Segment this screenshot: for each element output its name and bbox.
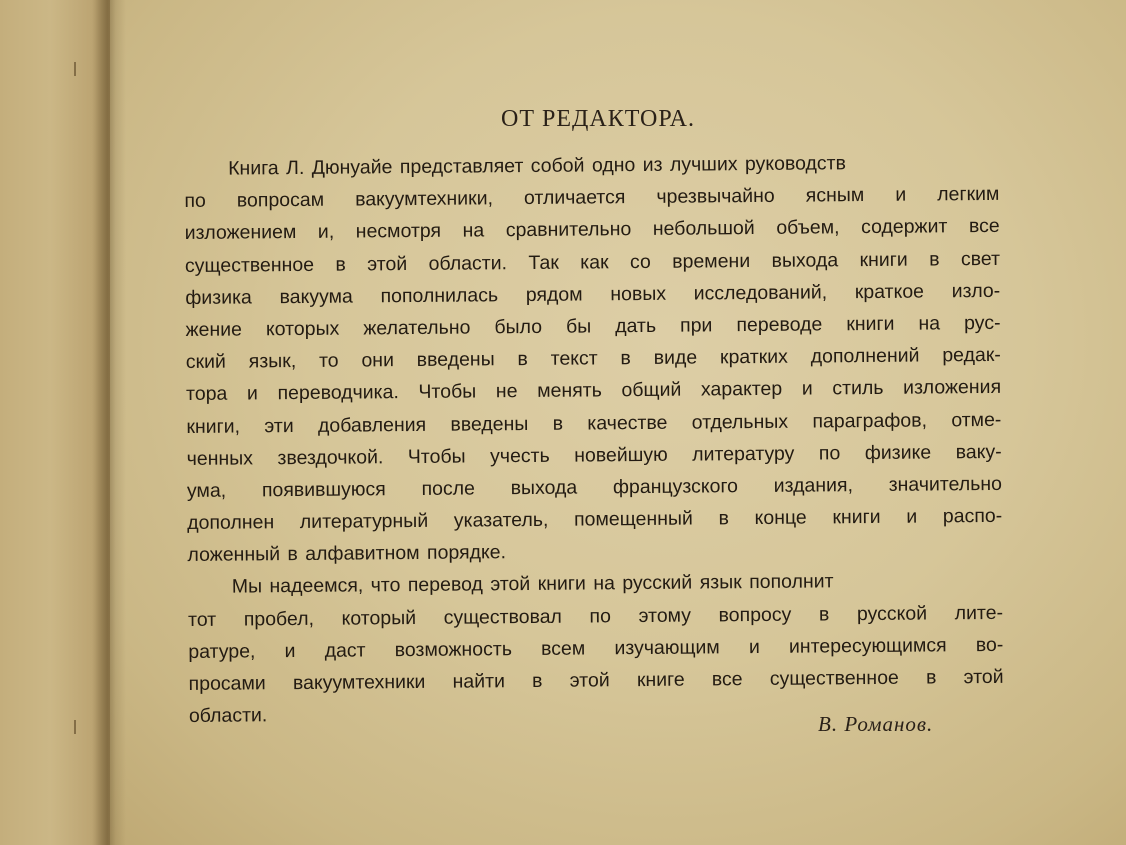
text-line: книги, эти добавления введены в качестве отдельных параграфов, отме- (186, 408, 1002, 438)
text-line: области. (188, 704, 268, 728)
text-line: ский язык, то они введены в текст в виде кратких дополнений редак- (185, 344, 1001, 374)
text-line: просами вакуумтехники найти в этой книге все существенное в этой (188, 665, 1004, 695)
text-line: Книга Л. Дюнуайе представляет собой одно из лучших руководств (228, 152, 847, 180)
text-line: изложением и, несмотря на сравнительно небольшой объем, содержит все (184, 215, 1000, 245)
binding-stitch (74, 62, 82, 76)
text-line: ума, появившуюся после выхода французского издания, значительно (186, 472, 1003, 502)
text-line: тот пробел, который существовал по этому вопросу в русской лите- (187, 601, 1004, 631)
text-line: ратуре, и даст возможность всем изучающим и интересующимся во- (188, 633, 1004, 663)
text-line: дополнен литературный указатель, помещенный в конце книги и распо- (187, 504, 1003, 535)
text-line: жение которых желательно было бы дать при переводе книги на рус- (185, 311, 1001, 341)
text-line: ченных звездочкой. Чтобы учесть новейшую литературу по физике ваку- (186, 440, 1002, 470)
text-line: по вопросам вакуумтехники, отличается чрезвычайно ясным и легким (184, 183, 1000, 213)
signature: В. Романов. (818, 712, 934, 736)
text-line: ложенный в алфавитном порядке. (187, 541, 507, 567)
page-title: ОТ РЕДАКТОРА. (501, 106, 695, 132)
text-line: Мы надеемся, что перевод этой книги на русский язык пополнит (231, 570, 834, 599)
body-text (184, 146, 1004, 732)
binding-stitch (74, 720, 82, 734)
text-line: тора и переводчика. Чтобы не менять общий характер и стиль изложения (186, 376, 1002, 406)
text-line: существенное в этой области. Так как со времени выхода книги в свет (184, 247, 1001, 277)
text-line: физика вакуума пополнилась рядом новых исследований, краткое изло- (185, 279, 1001, 309)
